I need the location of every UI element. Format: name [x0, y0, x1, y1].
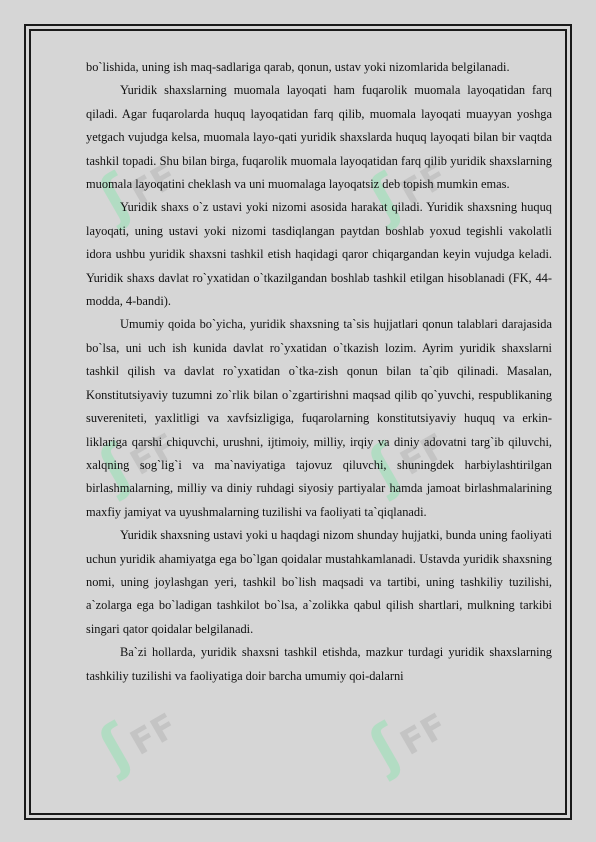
paragraph: Ba`zi hollarda, yuridik shaxsni tashkil etishda, mazkur turdagi yuridik shaxslarning tashkiliy tuzilishi va faoliyatiga doir barcha umumiy qoi-dalarni [86, 645, 552, 683]
watermark-logo: ʃFF [357, 705, 455, 783]
paragraph: Yuridik shaxsning ustavi yoki u haqdagi nizom shunday hujjatki, bunda uning faoliyati uchun yuridik ahamiyatga ega bo`lgan qoidalar mustahkamlanadi. Ustavda yuridik shaxsning nomi, uning joylashgan yeri, tashkil bo`lish maqsadi va tartibi, uning tashkiliy tuzilishi, a`zolarga ega bo`ladigan tashkilot bo`lsa, a`zolikka qabul qilish shartlari, mulkning tarkibi singari qator qoidalar belgilanadi. [86, 528, 552, 636]
paragraph: Yuridik shaxslarning muomala layoqati ham fuqarolik muomala layoqatidan farq qiladi. Agar fuqarolarda huquq layoqatidan farq qilib, muomala layoqati muayyan yoshga yetgach vujudga kelsa, muomala layo-qati yuridik shaxslarda huquq layoqati bilan bir vaqtda tashkil topadi. Shu bilan birga, fuqarolik muomala layoqatidan farq qilib yuridik shaxslarning muomala layoqatini cheklash va uni muomalaga layoqatsiz deb topish mumkin emas. [86, 83, 552, 192]
watermark-logo: ʃFF [87, 705, 185, 783]
paragraph: bo`lishida, uning ish maq-sadlariga qarab, qonun, ustav yoki nizomlarida belgilanadi. [86, 60, 510, 74]
watermark-logo: ʃFF [87, 155, 185, 233]
document-body [86, 56, 552, 688]
paragraph: Yuridik shaxs o`z ustavi yoki nizomi asosida harakat qiladi. Yuridik shaxsning huquq layoqati, uning ustavi yoki nizomi tasdiqlangan paytdan boshlab yoxud tegishli vakolatli idora ushbu yuridik shaxsni tashkil etish haqidagi qaror chiqargandan keyin vujudga keladi. Yuridik shaxs davlat ro`yxatidan o`tkazilgandan boshlab tashkil etilgan hisoblanadi (FK, 44-modda, 4-bandi). [86, 200, 552, 309]
watermark-logo: ʃFF [87, 425, 185, 503]
watermark-logo: ʃFF [357, 155, 455, 233]
watermark-logo: ʃFF [357, 425, 455, 503]
paragraph: Umumiy qoida bo`yicha, yuridik shaxsning ta`sis hujjatlari qonun talablari darajasida bo`lsa, uni uch ish kunida davlat ro`yxatidan o`tkazish lozim. Ayrim yuridik shaxslarni tashkil qilish va davlat ro`yxatidan o`tka-zish qonun bilan ta`qib qilinadi. Masalan, Konstitutsiyaviy tuzumni zo`rlik bilan o`zgartirishni maqsad qilib qo`yuvchi, respublikaning suvereniteti, yaxlitligi va xavfsizligiga, fuqarolarning konstitutsiyaviy huquq va erkin-liklariga qarshi chiquvchi, urushni, ijtimoiy, milliy, irqiy va diniy adovatni targ`ib qiluvchi, xalqning sog`lig`i va ma`naviyatiga tajovuz qiluvchi, shuningdek harbiylashtirilgan birlashmalarning, milliy va diniy ruhdagi siyosiy partiyalar hamda jamoat birlashmalarining maxfiy jamiyat va uyushmalarning tuzilishi va faoliyati ta`qiqlanadi. [86, 317, 552, 519]
